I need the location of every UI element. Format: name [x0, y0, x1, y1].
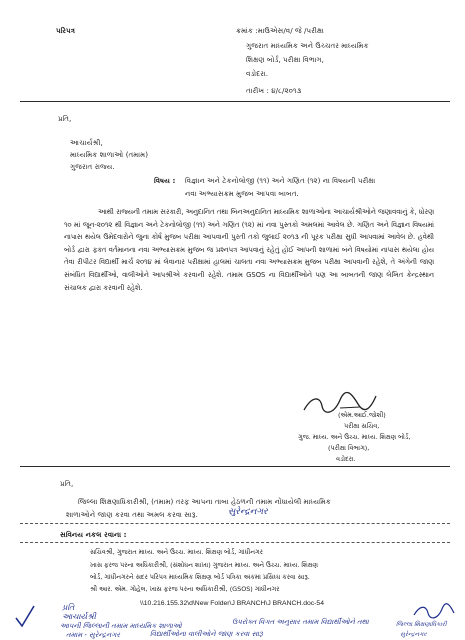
copy-item-4: શ્રી આર. એમ. ગોહેલ, ખાસ ફરજ પરના અધિકારીશ્રી, (GSOS) ગાંધીનગર: [90, 585, 280, 593]
copy-item-2: ખાસ ફરજ પરના અધિકારીશ્રી, (સંશોધન શાખા) ગુજરાત માધ્ય. અને ઉચ્ચ. માધ્ય. શિક્ષણ: [90, 561, 318, 569]
second-recipient-line-1: જિલ્લા શિક્ષણાધિકારીશ્રી, (તમામ) તરફ આપના તાબા હેઠળની તમામ નોંધાયેલી માધ્યમિક: [78, 497, 331, 506]
subject-label: વિષય :: [154, 176, 176, 185]
check-mark-icon: [14, 604, 36, 630]
handwritten-line-4: તમામ - સુરેન્દ્રનગર: [66, 631, 120, 639]
signature-line-4: વડોદરા.: [336, 455, 356, 463]
copy-item-3: બોર્ડ, ગાંધીનગરને સદર પરિપત્ર માધ્યમિક શિક્ષણ બોર્ડ પત્રિકા અંકમાં પ્રસિધ્ધ કરવા સારૂ.: [90, 573, 310, 581]
signature-line-3: (પરીક્ષા વિભાગ),: [328, 444, 370, 452]
recipient-prati: પ્રતિ,: [58, 114, 72, 123]
signature-line-1: પરીક્ષા સચિવ,: [344, 422, 380, 430]
reference-number: ક્રમાંક :માઉએસ/વ/ જે /પરીક્ષા: [236, 26, 324, 35]
subject-line-1: વિજ્ઞાન અને ટેકનોલોજી (૧૧) અને ગણિત (૧૨) ના વિષયની પરીક્ષા: [185, 176, 376, 185]
handwritten-line-5: ઉપરોક્ત વિગત અનુસાર તમામ વિદ્યાર્થીઓને તથા: [232, 618, 369, 626]
second-recipient-line-2: શાળાઓને જાણ કરવા તથા અમલ કરવા સારૂ.: [66, 510, 198, 519]
handwritten-prati: પ્રતિ: [62, 603, 75, 612]
recipient-line-1: આચાર્યશ્રી,: [70, 138, 103, 147]
signature-line-2: ગુજ. માધ્ય. અને ઉચ્ચ. માધ્ય. શિક્ષણ બોર્ડ,: [298, 433, 411, 441]
handwritten-signature-icon: [412, 603, 456, 621]
signature-divider: [20, 466, 450, 467]
handwritten-principal: આચાર્યશ્રી: [62, 612, 96, 621]
circular-label: પરિપત્ર: [56, 26, 76, 35]
copy-heading: સવિનય નકલ રવાના :: [60, 530, 127, 539]
copy-divider-bottom: [20, 542, 450, 543]
issue-date: તારીખ : ૪/૮/૨૦૧૩: [246, 86, 302, 95]
body-paragraph: આથી રાજ્યની તમામ સરકારી, અનુદાનિત તથા બિનઅનુદાનિત માધ્યમિક શાળાઓના આચાર્યશ્રીઓને જણાવવાનું કે, ધોરણ ૧૦ માં જૂન-૨૦૧૨ થી વિજ્ઞાન અને ટેકનોલોજી (૧૧) અને ગણિત (૧૨) માં નવા પુસ્તકો અમલમાં આવેલ છે. ગણિત અને વિજ્ઞાન વિષયમાં નાપાસ થયેલ ઉમેદવારોને જુના કોર્ષ મુજબ પરીક્ષા આપવાની પુરતી તકો જુલાઈ ૨૦૧૩ ની પૂરક પરીક્ષા સુધી આપવામાં આવેલ છે. હવેથી બોર્ડ દ્વારા ફક્ત વર્તમાનના નવા અભ્યાસક્રમ મુજબ જ પ્રશ્નપત્ર આપવાનું રહેતું હોઈ આપની શાળામાં બંને વિષયોમાં નાપાસ થયેલા હોય તેવા રીપીટર વિદ્યાર્થી માર્ચ ૨૦૧૪ માં લેવાનાર પરીક્ષામાં હાલમાં ચાલતા નવા અભ્યાસક્રમ મુજબ પરીક્ષા આપવાની રહેશે, તે અંગેની જાણ સંબંધિત વિદ્યાર્થીઓ, વાલીઓને આપશ્રીએ કરવાની રહેશે. તમામ GSOS ના વિદ્યાર્થીઓને પણ આ બાબતની જાણ લેખિત કેન્દ્રસ્થાન સંચાલક દ્વારા કરવાની રહેશે.: [64, 208, 434, 292]
file-path: \\10.216.155.32\d\New Folder\J BRANCH\J BRANCH.doc-54: [140, 600, 324, 607]
handwritten-sign-place: સુરેન્દ્રનગર: [400, 631, 427, 638]
signatory-name: (એમ.આઈ.જોશી): [338, 411, 386, 419]
second-recipient-prati: પ્રતિ,: [60, 479, 74, 488]
handwritten-line-3: આપની જિલ્લાની તમામ માધ્યમિક શાળાઓ: [60, 622, 182, 630]
recipient-line-3: ગુજરાત રાજ્ય.: [70, 162, 115, 171]
copy-item-1: સચિવશ્રી, ગુજરાત માધ્ય. અને ઉચ્ચ. માધ્ય. શિક્ષણ બોર્ડ, ગાંધીનગર: [90, 548, 263, 556]
recipient-line-2: માધ્યમિક શાળાઓ (તમામ): [70, 150, 149, 159]
handwritten-district: સુરેન્દ્રનગર: [228, 507, 268, 517]
subject-line-2: નવા અભ્યાસક્રમ મુજબ આપવા બાબત.: [185, 189, 299, 198]
office-line-3: વડોદરા.: [246, 69, 269, 78]
header-divider: [20, 101, 450, 102]
handwritten-sign-title: જિલ્લા શિક્ષણાધિકારી: [396, 621, 447, 628]
copy-divider-top: [20, 523, 450, 524]
office-line-1: ગુજરાત માધ્યમિક અને ઉચ્ચતર માધ્યમિક: [246, 41, 369, 50]
office-line-2: શિક્ષણ બોર્ડ, પરીક્ષા વિભાગ,: [246, 55, 324, 64]
handwritten-line-6: વિદ્યાર્થીઓના વાલીઓને જાણ કરવા સારૂ: [150, 630, 263, 638]
